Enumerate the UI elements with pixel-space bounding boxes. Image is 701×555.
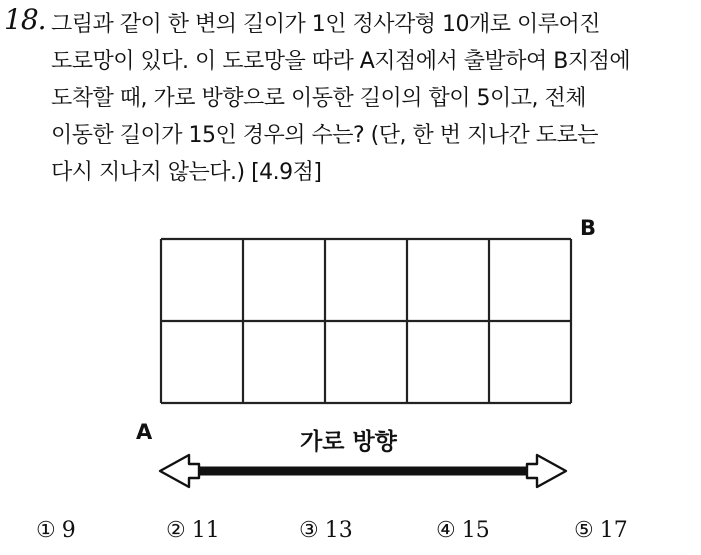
choice-mark: ⑤ xyxy=(574,518,594,543)
question-line: 도착할 때, 가로 방향으로 이동한 길이의 합이 5이고, 전체 xyxy=(51,86,586,111)
choice-1[interactable] xyxy=(36,514,76,548)
choice-3[interactable] xyxy=(299,514,353,548)
choice-mark: ③ xyxy=(299,518,319,543)
question-line: 다시 지나지 않는다.) [4.9점] xyxy=(51,160,322,185)
arrow-left-head xyxy=(160,455,199,487)
choice-mark: ④ xyxy=(436,518,456,543)
question-line: 도로망이 있다. 이 도로망을 따라 A지점에서 출발하여 B지점에 xyxy=(51,49,631,74)
choice-4[interactable] xyxy=(436,514,490,548)
horizontal-direction-label: 가로 방향 xyxy=(300,429,397,455)
choice-mark: ② xyxy=(166,518,186,543)
answer-choices xyxy=(36,514,676,548)
question-line: 이동한 길이가 15인 경우의 수는? (단, 한 번 지나간 도로는 xyxy=(51,123,598,148)
choice-5[interactable] xyxy=(574,514,628,548)
road-grid xyxy=(161,239,571,403)
choice-value: 13 xyxy=(324,518,353,543)
choice-2[interactable] xyxy=(166,514,220,548)
choice-value: 11 xyxy=(191,518,220,543)
point-a-label: A xyxy=(136,420,153,444)
question-line: 그림과 같이 한 변의 길이가 1인 정사각형 10개로 이루어진 xyxy=(51,12,600,37)
direction-arrow xyxy=(160,455,566,487)
choice-value: 17 xyxy=(599,518,628,543)
problem-number: 18. xyxy=(4,3,46,36)
choice-mark: ① xyxy=(36,518,56,543)
point-b-label: B xyxy=(580,216,597,240)
arrow-right-head xyxy=(527,455,566,487)
choice-value: 9 xyxy=(61,518,76,543)
choice-value: 15 xyxy=(461,518,490,543)
